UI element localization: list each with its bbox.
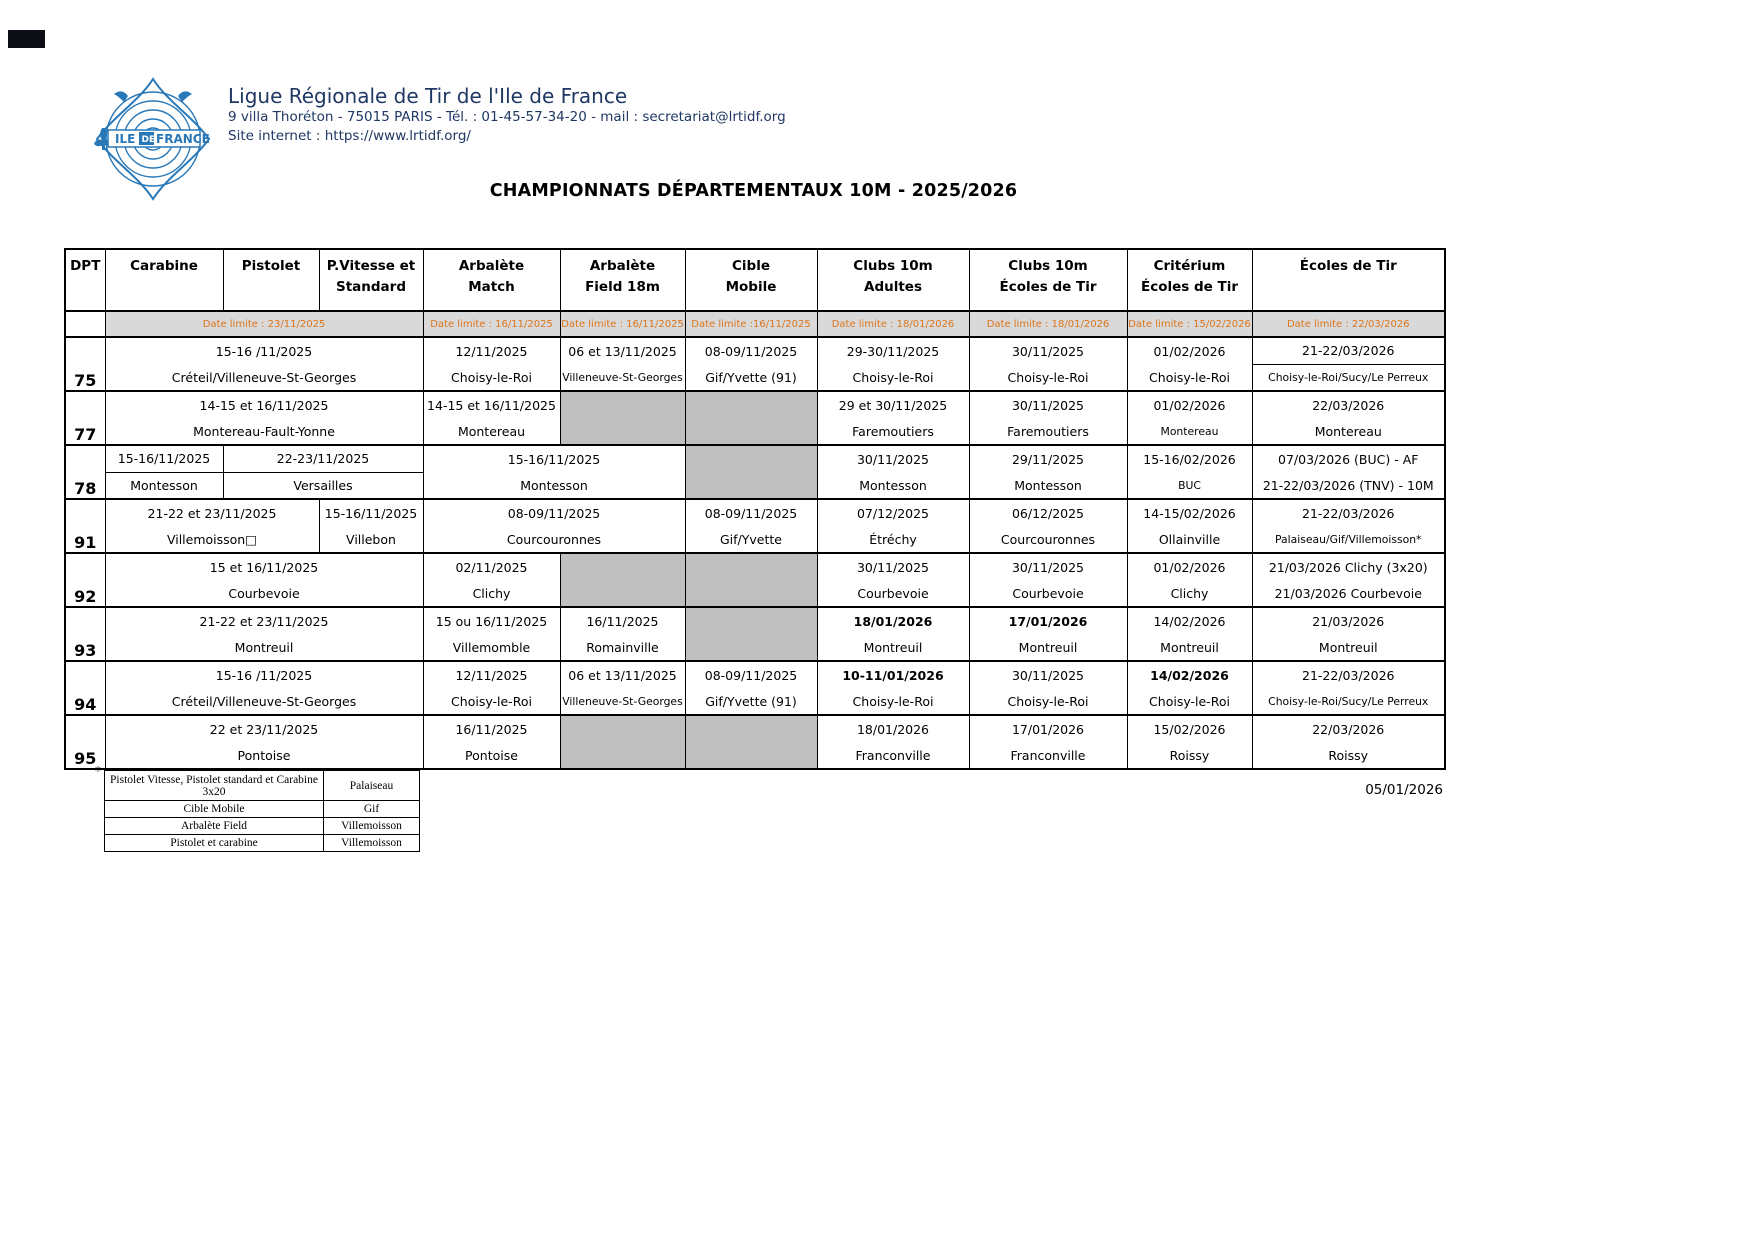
event-date: 21/03/2026 — [1312, 613, 1385, 629]
logo-text-france: FRANCE — [156, 132, 210, 146]
cell-75-arbalete-match — [423, 337, 560, 391]
deadline-cell: Date limite : 16/11/2025 — [560, 311, 685, 337]
event-date: 29-30/11/2025 — [846, 343, 940, 359]
event-location: Montereau-Fault-Yonne — [193, 423, 335, 439]
event-date: 30/11/2025 — [1011, 559, 1085, 575]
event-location: BUC — [1178, 478, 1201, 492]
event-location: Gif/Yvette (91) — [705, 693, 797, 709]
row-dpt-95 — [65, 715, 1445, 769]
event-location: Choisy-le-Roi — [451, 693, 532, 709]
cell-93-criterium — [1127, 607, 1252, 661]
cell-95-arbalete-match — [423, 715, 560, 769]
event-location: Créteil/Villeneuve-St-Georges — [171, 369, 357, 385]
legend-row — [105, 801, 420, 818]
deadline-cell: Date limite : 18/01/2026 — [817, 311, 969, 337]
header-line: DPT — [70, 258, 101, 274]
deadline-cell-dpt — [65, 311, 105, 337]
legend-discipline: Pistolet Vitesse, Pistolet standard et Carabine 3x20 — [105, 771, 324, 801]
cell-75-criterium — [1127, 337, 1252, 391]
cell-93-clubs-adultes — [817, 607, 969, 661]
event-date: 18/01/2026 — [856, 721, 930, 737]
cell-93-clubs-ecoles — [969, 607, 1127, 661]
event-location: Choisy-le-Roi — [1007, 369, 1089, 385]
event-date: 08-09/11/2025 — [507, 505, 601, 521]
event-date: 29 et 30/11/2025 — [838, 397, 948, 413]
event-date: 17/01/2026 — [1011, 721, 1085, 737]
cell-92-carabine-pistolet-pvitesse — [105, 553, 423, 607]
header-line: Standard — [336, 279, 406, 295]
col-header-ecoles-de-tir — [1252, 249, 1445, 311]
cell-94-carabine-pistolet-pvitesse — [105, 661, 423, 715]
event-date: 01/02/2026 — [1153, 559, 1226, 575]
event-date: 14-15 et 16/11/2025 — [199, 397, 329, 413]
cell-95-arbalete-field-empty — [560, 715, 685, 769]
event-date: 10-11/01/2026 — [842, 667, 944, 683]
event-location: Choisy-le-Roi/Sucy/Le Perreux — [1268, 370, 1429, 384]
row-dpt-91 — [65, 499, 1445, 553]
page-corner-mark — [8, 30, 45, 48]
cell-75-ecoles-de-tir — [1252, 337, 1445, 391]
event-location: Choisy-le-Roi — [852, 369, 934, 385]
event-location: Romainville — [586, 639, 659, 655]
cell-92-ecoles-de-tir — [1252, 553, 1445, 607]
event-location: Roissy — [1328, 747, 1369, 763]
event-date: 17/01/2026 — [1008, 613, 1088, 629]
dpt-number: 91 — [65, 499, 105, 553]
cell-91-clubs-ecoles — [969, 499, 1127, 553]
deadline-cell: Date limite : 23/11/2025 — [105, 311, 423, 337]
event-date: 18/01/2026 — [853, 613, 933, 629]
event-date: 21-22/03/2026 — [1253, 338, 1445, 365]
event-date: 22/03/2026 — [1312, 397, 1385, 413]
cell-92-cible-mobile-empty — [685, 553, 817, 607]
header-line: P.Vitesse et — [326, 258, 416, 274]
event-date: 21/03/2026 Clichy (3x20) — [1268, 559, 1428, 575]
event-date: 15-16/11/2025 — [507, 451, 601, 467]
event-location: Choisy-le-Roi — [1149, 369, 1230, 385]
legend-discipline: Cible Mobile — [105, 801, 324, 818]
cell-91-cible-mobile — [685, 499, 817, 553]
championships-table — [64, 248, 1446, 770]
col-header-criterium — [1127, 249, 1252, 311]
event-date: 15-16 /11/2025 — [215, 667, 313, 683]
cell-95-clubs-ecoles — [969, 715, 1127, 769]
cell-94-arbalete-field — [560, 661, 685, 715]
event-date: 14/02/2026 — [1150, 667, 1229, 683]
cell-91-clubs-adultes — [817, 499, 969, 553]
cell-78-clubs-adultes — [817, 445, 969, 499]
col-header-arbalete-field — [560, 249, 685, 311]
header-line: Arbalète — [458, 258, 525, 274]
deadline-cell: Date limite : 16/11/2025 — [423, 311, 560, 337]
dpt-number: 94 — [65, 661, 105, 715]
header-line: Écoles de Tir — [1299, 258, 1397, 274]
event-location: 21-22/03/2026 (TNV) - 10M — [1262, 477, 1434, 493]
cell-92-clubs-adultes — [817, 553, 969, 607]
legend-row — [105, 818, 420, 835]
event-date: 21-22/03/2026 — [1302, 505, 1395, 521]
cell-94-ecoles-de-tir — [1252, 661, 1445, 715]
event-date: 06 et 13/11/2025 — [568, 667, 677, 683]
event-date: 16/11/2025 — [455, 721, 528, 737]
col-header-pvitesse — [319, 249, 423, 311]
cell-77-clubs-ecoles — [969, 391, 1127, 445]
event-location: Montesson — [1014, 477, 1082, 493]
organization-address: 9 villa Thoréton - 75015 PARIS - Tél. : 01-45-57-34-20 - mail : secretariat@lrtidf.org — [228, 109, 786, 125]
cell-91-arbalete — [423, 499, 685, 553]
row-dpt-92 — [65, 553, 1445, 607]
event-location: Gif/Yvette (91) — [705, 369, 797, 385]
cell-94-arbalete-match — [423, 661, 560, 715]
cell-95-criterium — [1127, 715, 1252, 769]
event-location: Créteil/Villeneuve-St-Georges — [171, 693, 357, 709]
event-location: Montreuil — [234, 639, 294, 655]
event-location: Courbevoie — [1012, 585, 1084, 601]
cell-93-cible-mobile-empty — [685, 607, 817, 661]
cell-94-clubs-adultes — [817, 661, 969, 715]
cell-77-criterium — [1127, 391, 1252, 445]
event-location: Montesson — [859, 477, 927, 493]
cell-95-clubs-adultes — [817, 715, 969, 769]
event-location: Clichy — [1170, 585, 1209, 601]
event-date: 22/03/2026 — [1312, 721, 1385, 737]
legend-venue: Villemoisson — [324, 835, 420, 852]
event-location: Montereau — [1160, 424, 1219, 438]
event-location: Montreuil — [1318, 639, 1378, 655]
event-date: 01/02/2026 — [1153, 343, 1226, 359]
dpt-number: 92 — [65, 553, 105, 607]
event-date: 01/02/2026 — [1153, 397, 1226, 413]
event-location: Choisy-le-Roi — [1007, 693, 1089, 709]
col-header-dpt — [65, 249, 105, 311]
page-title: CHAMPIONNATS DÉPARTEMENTAUX 10M - 2025/2026 — [489, 181, 1018, 201]
event-date: 22-23/11/2025 — [224, 446, 423, 473]
event-location: Pontoise — [465, 747, 518, 763]
event-date: 06/12/2025 — [1011, 505, 1085, 521]
event-location: Pontoise — [237, 747, 291, 763]
event-date: 12/11/2025 — [455, 667, 528, 683]
cell-92-arbalete-field-empty — [560, 553, 685, 607]
cell-91-ecoles-de-tir — [1252, 499, 1445, 553]
legend-venue: Villemoisson — [324, 818, 420, 835]
event-date: 14/02/2026 — [1153, 613, 1226, 629]
header-line: Écoles de Tir — [999, 279, 1097, 295]
cell-75-clubs-ecoles — [969, 337, 1127, 391]
header-line: Clubs 10m — [853, 258, 933, 274]
col-header-carabine — [105, 249, 223, 311]
col-header-clubs-ecoles — [969, 249, 1127, 311]
cell-94-clubs-ecoles — [969, 661, 1127, 715]
event-date: 15-16/11/2025 — [324, 505, 418, 521]
event-location: Choisy-le-Roi/Sucy/Le Perreux — [1268, 694, 1429, 708]
legend-asterisk: * — [95, 764, 101, 778]
event-date: 14-15/02/2026 — [1143, 505, 1236, 521]
deadline-cell: Date limite : 18/01/2026 — [969, 311, 1127, 337]
cell-95-cible-mobile-empty — [685, 715, 817, 769]
cell-75-arbalete-field — [560, 337, 685, 391]
event-date: 30/11/2025 — [1011, 397, 1085, 413]
header-line: Field 18m — [585, 279, 660, 295]
event-location: Gif/Yvette — [720, 531, 782, 547]
event-location: Villemoisson□ — [166, 531, 258, 547]
event-date: 15-16/02/2026 — [1143, 451, 1236, 467]
header-line: Pistolet — [241, 258, 301, 274]
event-location: Villebon — [346, 531, 396, 547]
event-location: Clichy — [472, 585, 511, 601]
cell-77-clubs-adultes — [817, 391, 969, 445]
cell-91-pvitesse — [319, 499, 423, 553]
event-location: 21/03/2026 Courbevoie — [1274, 585, 1422, 601]
event-location: Montreuil — [863, 639, 923, 655]
header-line: Critérium — [1153, 258, 1226, 274]
event-location: Montreuil — [1160, 639, 1219, 655]
legend-discipline: Pistolet et carabine — [105, 835, 324, 852]
event-date: 21-22 et 23/11/2025 — [147, 505, 277, 521]
cell-92-arbalete-match — [423, 553, 560, 607]
cell-93-carabine-pistolet-pvitesse — [105, 607, 423, 661]
cell-91-criterium — [1127, 499, 1252, 553]
organization-name: Ligue Régionale de Tir de l'Ile de France — [228, 84, 628, 108]
dpt-number: 78 — [65, 445, 105, 499]
event-date: 06 et 13/11/2025 — [568, 343, 677, 359]
event-location: Courbevoie — [228, 585, 300, 601]
logo-text-ile: ILE — [115, 132, 136, 146]
event-location: Roissy — [1169, 747, 1210, 763]
event-location: Courcouronnes — [506, 531, 602, 547]
logo-text-de: DE — [141, 135, 156, 145]
cell-78-carabine — [105, 445, 223, 499]
event-date: 21-22/03/2026 — [1302, 667, 1395, 683]
col-header-arbalete-match — [423, 249, 560, 311]
event-date: 08-09/11/2025 — [704, 667, 798, 683]
event-date: 30/11/2025 — [856, 559, 930, 575]
deadline-cell: Date limite : 22/03/2026 — [1252, 311, 1445, 337]
event-date: 08-09/11/2025 — [704, 343, 798, 359]
row-dpt-75 — [65, 337, 1445, 391]
cell-78-ecoles-de-tir — [1252, 445, 1445, 499]
deadline-row — [65, 311, 1445, 337]
dpt-number: 77 — [65, 391, 105, 445]
event-location: Montesson — [130, 477, 198, 493]
event-date: 15 et 16/11/2025 — [209, 559, 319, 575]
event-location: Versailles — [293, 477, 353, 493]
dpt-number: 95 — [65, 715, 105, 769]
cell-78-arbalete — [423, 445, 685, 499]
legend-venue: Palaiseau — [324, 771, 420, 801]
cell-75-cible-mobile — [685, 337, 817, 391]
event-location: Ollainville — [1158, 531, 1221, 547]
event-date: 08-09/11/2025 — [704, 505, 798, 521]
event-date: 21-22 et 23/11/2025 — [199, 613, 329, 629]
header-line: Cible — [732, 258, 770, 274]
header-line: Carabine — [130, 258, 198, 274]
event-location: Montreuil — [1018, 639, 1078, 655]
header-line: Adultes — [864, 279, 922, 295]
event-location: Courcouronnes — [1000, 531, 1096, 547]
event-location: Villeneuve-St-Georges — [562, 370, 683, 384]
header-line: Arbalète — [589, 258, 656, 274]
cell-95-ecoles-de-tir — [1252, 715, 1445, 769]
event-location: Palaiseau/Gif/Villemoisson* — [1275, 532, 1422, 546]
header-line: Mobile — [725, 279, 777, 295]
row-dpt-78 — [65, 445, 1445, 499]
legend-discipline: Arbalète Field — [105, 818, 324, 835]
cell-92-clubs-ecoles — [969, 553, 1127, 607]
cell-78-clubs-ecoles — [969, 445, 1127, 499]
event-location: Choisy-le-Roi — [852, 693, 934, 709]
cell-77-arbalete-match — [423, 391, 560, 445]
cell-77-carabine-pistolet-pvitesse — [105, 391, 423, 445]
cell-95-carabine-pistolet-pvitesse — [105, 715, 423, 769]
document-date: 05/01/2026 — [1365, 782, 1443, 798]
deadline-cell: Date limite : 15/02/2026 — [1127, 311, 1252, 337]
cell-93-arbalete-match — [423, 607, 560, 661]
col-header-pistolet — [223, 249, 319, 311]
cell-78-pistolet-pvitesse — [223, 445, 423, 499]
event-location: Choisy-le-Roi — [1149, 693, 1230, 709]
event-location: Étréchy — [869, 531, 917, 547]
event-date: 15-16 /11/2025 — [215, 343, 313, 359]
cell-77-cible-mobile-empty — [685, 391, 817, 445]
event-date: 15-16/11/2025 — [106, 446, 223, 473]
event-date: 30/11/2025 — [856, 451, 930, 467]
event-date: 15/02/2026 — [1153, 721, 1226, 737]
deadline-cell: Date limite :16/11/2025 — [685, 311, 817, 337]
cell-93-arbalete-field — [560, 607, 685, 661]
legend-venue: Gif — [324, 801, 420, 818]
event-date: 14-15 et 16/11/2025 — [427, 397, 556, 413]
event-date: 07/03/2026 (BUC) - AF — [1278, 451, 1419, 467]
organization-website: Site internet : https://www.lrtidf.org/ — [228, 128, 471, 144]
cell-91-carabine-pistolet — [105, 499, 319, 553]
event-location: Villeneuve-St-Georges — [562, 694, 683, 708]
cell-78-cible-mobile-empty — [685, 445, 817, 499]
cell-77-arbalete-field-empty — [560, 391, 685, 445]
event-date: 15 ou 16/11/2025 — [435, 613, 548, 629]
event-date: 07/12/2025 — [856, 505, 930, 521]
dpt-number: 75 — [65, 337, 105, 391]
event-date: 12/11/2025 — [455, 343, 528, 359]
header-line: Match — [468, 279, 515, 295]
event-location: Villemomble — [452, 639, 531, 655]
cell-92-criterium — [1127, 553, 1252, 607]
event-date: 16/11/2025 — [586, 613, 659, 629]
row-dpt-77 — [65, 391, 1445, 445]
cell-94-criterium — [1127, 661, 1252, 715]
legend-row — [105, 835, 420, 852]
event-location: Courbevoie — [857, 585, 929, 601]
cell-75-clubs-adultes — [817, 337, 969, 391]
event-location: Montereau — [457, 423, 526, 439]
cell-77-ecoles-de-tir — [1252, 391, 1445, 445]
event-date: 30/11/2025 — [1011, 343, 1085, 359]
event-location: Franconville — [855, 747, 931, 763]
event-date: 02/11/2025 — [455, 559, 528, 575]
event-location: Franconville — [1010, 747, 1086, 763]
header-line: Écoles de Tir — [1140, 279, 1239, 295]
table-header-row — [65, 249, 1445, 311]
dpt-number: 93 — [65, 607, 105, 661]
event-date: 29/11/2025 — [1011, 451, 1085, 467]
header-line: Clubs 10m — [1008, 258, 1088, 274]
event-date: 22 et 23/11/2025 — [209, 721, 319, 737]
event-date: 30/11/2025 — [1011, 667, 1085, 683]
cell-75-carabine-pistolet-pvitesse — [105, 337, 423, 391]
row-dpt-93 — [65, 607, 1445, 661]
cell-93-ecoles-de-tir — [1252, 607, 1445, 661]
cell-94-cible-mobile — [685, 661, 817, 715]
col-header-cible-mobile — [685, 249, 817, 311]
col-header-clubs-adultes — [817, 249, 969, 311]
cell-78-criterium — [1127, 445, 1252, 499]
organization-header — [228, 84, 786, 146]
event-location: Faremoutiers — [852, 423, 934, 439]
event-location: Montesson — [520, 477, 588, 493]
event-location: Faremoutiers — [1007, 423, 1089, 439]
row-dpt-94 — [65, 661, 1445, 715]
event-location: Montereau — [1314, 423, 1382, 439]
event-location: Choisy-le-Roi — [451, 369, 532, 385]
